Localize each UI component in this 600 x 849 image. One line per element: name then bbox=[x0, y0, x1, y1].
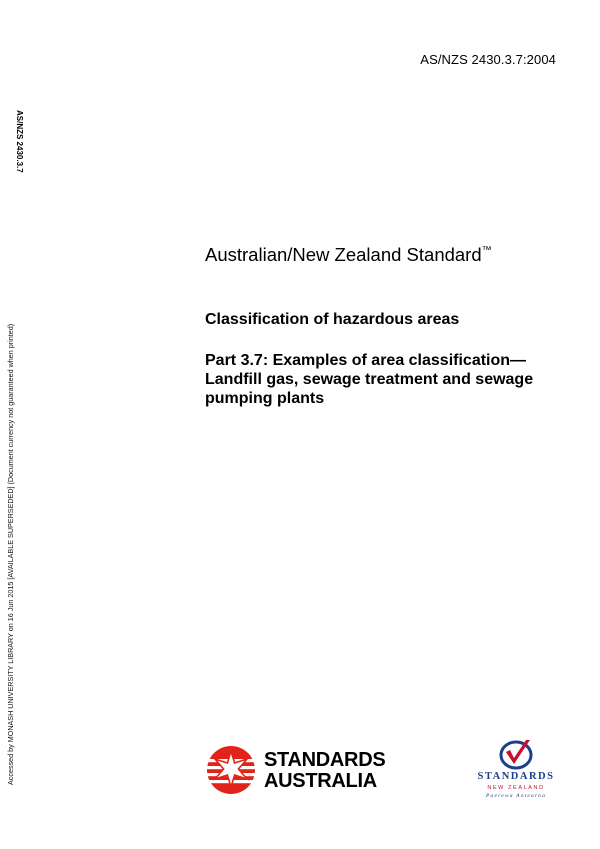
check-circle-icon bbox=[498, 738, 534, 770]
trademark-symbol: ™ bbox=[481, 245, 492, 256]
document-number: AS/NZS 2430.3.7:2004 bbox=[420, 52, 556, 67]
standards-nz-line2: NEW ZEALAND bbox=[487, 785, 545, 791]
document-title: Classification of hazardous areas bbox=[205, 311, 460, 328]
standards-australia-line1: STANDARDS bbox=[264, 749, 386, 771]
star-circle-icon bbox=[206, 745, 256, 795]
spine-code: AS/NZS 2430.3.7 bbox=[15, 110, 24, 173]
part-title: Part 3.7: Examples of area classification—Landfill gas, sewage treatment and sewage pumping plants bbox=[205, 352, 534, 407]
standards-australia-logo bbox=[206, 745, 386, 797]
standard-type-text: Australian/New Zealand Standard bbox=[205, 244, 482, 265]
standards-nz-line3: Paerewa Aotearoa bbox=[485, 793, 547, 799]
standards-nz-logo bbox=[468, 738, 564, 804]
standards-australia-line2: AUSTRALIA bbox=[264, 770, 377, 792]
access-note: Accessed by MONASH UNIVERSITY LIBRARY on 16 Jun 2015 [AVAILABLE SUPERSEDED] (Document currency not guaranteed when printed) bbox=[6, 323, 15, 785]
standard-type bbox=[205, 244, 492, 266]
standards-nz-line1: STANDARDS bbox=[477, 771, 555, 782]
